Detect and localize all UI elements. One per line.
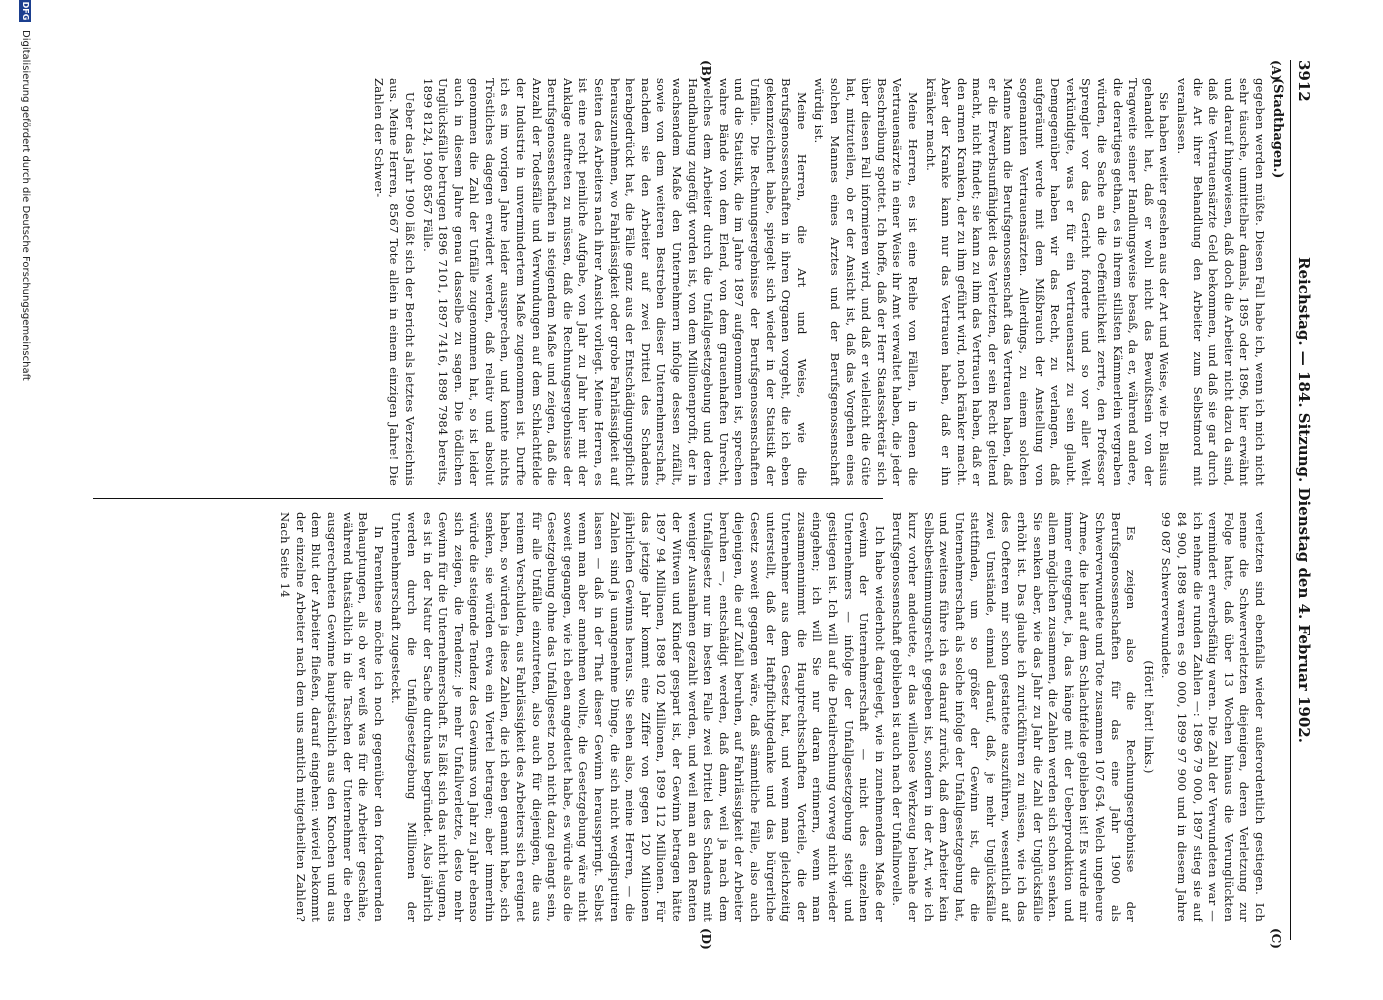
paragraph: Meine Herren, die Art und Weise, wie die Berufsgenossenschaften in ihren Organen vorgeht, die ich eben gekennzeichnet habe, spiegelt sich wieder in der Statistik der Unfälle. Die Rechnungsergebnisse der Berufsgenossenschaften und die Statistik, die im Jahre 1897 aufgenommen ist, sprechen wahre Bände von dem Elend, von dem grauenhaften Unrecht, welches dem Arbeiter durch die Unfallgesetzgebung und deren Handhabung zugefügt worden ist, von dem Millionenprofit, der in wachsendem Maße den Unternehmern infolge dessen zufällt, sowie von dem weiteren Bestreben dieser Unternehmerschaft, nachdem sie den Arbeiter auf zwei Drittel des Schadens herabgedrückt hat, die Fälle ganz aus der Entschädigungspflicht herauszunehmen, wo Fahrlässigkeit oder grobe Fahrlässigkeit auf Seiten des Arbeiters nach ihrer Ansicht vorliegt. Meine Herren, es ist eine recht peinliche Aufgabe, von Jahr zu Jahr hier mit der Anklage auftreten zu müssen, daß die Rechnungsergebnisse der Berufsgenossenschaften in steigendem Maße und zeigen, daß die Anzahl der Todesfälle und Verwundungen auf dem Schlachtfelde der Industrie in unvermindertem Maße zugenommen ist. Durfte ich es im vorigen Jahre leider aussprechen, und konnte nichts Tröstliches dagegen erwidert werden, daß relativ und absolut genommen die Zahl der Unfälle zugenommen hat, so ist leider auch in diesem Jahre genau dasselbe zu sagen. Die tödlichen Unglücksfälle betrugen 1896 7101, 1897 7416, 1898 7984 bereits, 1899 8124, 1900 8567 Fälle. (420, 78, 809, 486)
paragraph: Meine Herren, es ist eine Reihe von Fällen, in denen die Vertrauensärzte in einer Weise ihr Amt verwaltet haben, die jeder Beschreibung spottet. Ich hoffe, daß der Herr Staatssekretär sich über diesen Fall informieren wird, und daß er vielleicht die Güte hat, mitzuteilen, ob er der Ansicht ist, daß das Vorgehen eines solchen Mannes eines Arztes und der Berufsgenossenschaft würdig ist. (812, 78, 920, 486)
dfg-logo: DFG (21, 1, 30, 21)
speaker-name: (Stadthagen.) (1270, 78, 1285, 179)
margin-mark-c: (C) (1269, 928, 1283, 949)
page-number: 3912 (1295, 60, 1313, 102)
margin-mark-b: (B) (699, 60, 713, 82)
margin-mark-d: (D) (699, 928, 713, 950)
paragraph: In Parenthese möchte ich noch gegenüber den fortdauernden Behauptungen, als ob wer weiß was für die Arbeiter geschähe, während thatsächlich in die Taschen der Unternehmer die eben ausgerechneten Gewinne hauptsächlich aus den Knochen und aus dem Blut der Arbeiter fließen, darauf eingehen: wieviel bekommt der einzelne Arbeiter nach dem uns amtlich mitgetheilten Zahlen? Nach Seite 14 (278, 512, 386, 922)
paragraph: verletzten sind ebenfalls wieder außerordentlich gestiegen. Ich nenne die Schwerverletzten diejenigen, deren Verletzung zur Folge hatte, daß über 13 Wochen hinaus die Verunglückten vermindert erwerbsfähig waren. Die Zahl der Verwundeten war — ich nehme die runden Zahlen —: 1896 79 000, 1897 stieg sie auf 84 900, 1898 waren es 90 000, 1899 97 900 und in diesem Jahre 99 087 Schwerverwundete. (1159, 512, 1267, 922)
paragraph: gegeben werden müßte. Diesen Fall habe ich, wenn ich mich nicht sehr täusche, unmittelbar damals, 1895 oder 1896, hier erwähnt und darauf hingewiesen, daß doch die Arbeiter nicht dazu da sind, daß die Vertrauensärzte Geld bekommen, und daß sie gar durch die Art ihrer Behandlung den Arbeiter zum Selbstmord mit veranlassen. (1175, 78, 1267, 486)
paragraph: Ich habe wiederholt dargelegt, wie in zunehmendem Maße der Gewinn der Unternehmerschaft — nicht des einzelnen Unternehmers — infolge der Unfallgesetzgebung steigt und gestiegen ist. Ich will auf die Detailrechnung vorweg nicht wieder eingehen; ich will Sie nur daran erinnern, wenn man zusammennimmt die Hauptrechtsschaften Vorteile, die der Unternehmer aus dem Gesetz hat, und wenn man gleichzeitig unterstellt, daß der Haftpflichtgedanke und das bürgerliche Gesetz soweit gegangen wäre, daß sämmtliche Fälle, also auch diejenigen, die auf Zufall beruhen, auf Fahrlässigkeit der Arbeiter beruhen —, entschädigt werden, daß dann, weil ja nach dem Unfallgesetz nur im besten Falle zwei Drittel des Schadens mit weniger Ausnahmen gezahlt werden, und weil man an den Renten der Witwen und Kinder gespart ist, der Gewinn betragen hätte 1897 94 Millionen, 1898 102 Millionen, 1899 112 Millionen. Für das jetzige Jahr kommt eine Ziffer von gegen 120 Millionen jährlichen Gewinns heraus. Sie sehen also, meine Herren, — die Zahlen sind ja unangenehme Dinge, die sich nicht wegdisputiren lassen — daß in der That dieser Gewinn herausspringt. Selbst wenn man aber annehmen wollte, die Gesetzgebung wäre nicht soweit gegangen, wie ich eben angedeutet habe, es würde also die Gesetzgebung ohne das Unfallgesetz noch nicht dazu gelangt sein, für alle Unfälle einzutreten, also auch für diejenigen, die aus reinem Verschulden, aus Fahrlässigkeit des Arbeiters sich ereignet haben, so würden ja diese Zahlen, die ich eben genannt habe, sich senken, sie würden etwa ein Viertel betragen; aber immerhin würde die steigende Tendenz des Gewinns von Jahr zu Jahr ebenso sich zeigen, die Tendenz: je mehr Unfallverletzte, desto mehr Gewinn für die Unternehmerschaft. Es läßt sich das nicht leugnen, es ist in der Natur der Sache durchaus begründet. Also jährlich werden durch die Unfallgesetzgebung Millionen der Unternehmerschaft zugesteckt. (389, 512, 887, 922)
margin-mark-a: (A) (1269, 60, 1283, 81)
left-column (93, 78, 1267, 486)
paragraph: Sie haben weiter gesehen aus der Art und Weise, wie Dr. Blasius gehandelt hat, daß er wohl nicht das Bewußtsein von der Tragweite seiner Handlungsweise besaß, da er, während andere, die derartiges gethan, es in ihrem stillsten Kämmerlein vergraben würden, die Sache an die Oeffentlichkeit zerrte, den Professor Sprengler vor das Gericht forderte und so vor aller Welt verkündigte, was er für ein Vertrauensarzt zu sein glaubt. Demgegenüber haben wir das Recht, zu verlangen, daß aufgeräumt werde mit dem Mißbrauch der Anstellung von sogenannten Vertrauensärzten. Allerdings, zu einem solchen Manne kann die Berufsgenossenschaft das Vertrauen haben, daß er die Erwerbsunfähigkeit des Verletzten, der sein Recht geltend macht, nicht findet; sie kann zu ihm das Vertrauen haben, daß er den armen Kranken, der zu ihm geführt wird, noch kränker macht. Aber der Kranke kann nur das Vertrauen haben, daß er ihn kränker macht. (923, 78, 1172, 486)
column-divider (93, 498, 883, 499)
running-header (1290, 60, 1313, 940)
interjection: (Hört! hört! links.) (1141, 660, 1156, 774)
digitization-credit (17, 0, 31, 1000)
right-column (93, 512, 1267, 922)
credit-text: Digitalisierung gefördert durch die Deutsche Forschungsgemeinschaft (20, 30, 31, 381)
document-page (73, 60, 1313, 950)
page-title: Reichstag. — 184. Sitzung. Dienstag den 4. Februar 1902. (1295, 257, 1313, 743)
paragraph: Es zeigen also die Rechnungsergebnisse der Berufsgenossenschaften für das eine Jahr 1900 als Schwerverwundete und Tote zusammen 107 654. Welch ungeheure Armee, die hier auf dem Schlachtfelde geblieben ist! Es wurde mir immer entgegnet, ja, das hänge mit der Ueberproduktion und allem möglichen zusammen, die Zahlen werden sich schon senken. Sie senken aber, wie das Jahr zu Jahr die Zahl der Unglücksfälle erhöht ist. Das glaube ich zurückführen zu müssen, wie ich das des Oefteren mir schon gestattete auszuführen, wesentlich auf zwei Umstände, einmal darauf, daß, je mehr Unglücksfälle stattfinden, um so größer der Gewinn ist, die die Unternehmerschaft als solche infolge der Unfallgesetzgebung hat, und zweitens führe ich es darauf zurück, daß dem Arbeiter kein Selbstbestimmungsrecht gegeben ist, sondern in der Art, wie ich kurz vorher andeutete, er das willenlose Werkzeug beinahe der Berufsgenossenschaft geblieben ist auch nach der Unfallnovelle. (890, 512, 1139, 922)
paragraph: Ueber das Jahr 1900 läßt sich der Bericht als letztes Verzeichnis aus. Meine Herren, 8567 Tote allein in einem einzigen Jahre! Die Zahlen der Schwer- (371, 78, 417, 486)
